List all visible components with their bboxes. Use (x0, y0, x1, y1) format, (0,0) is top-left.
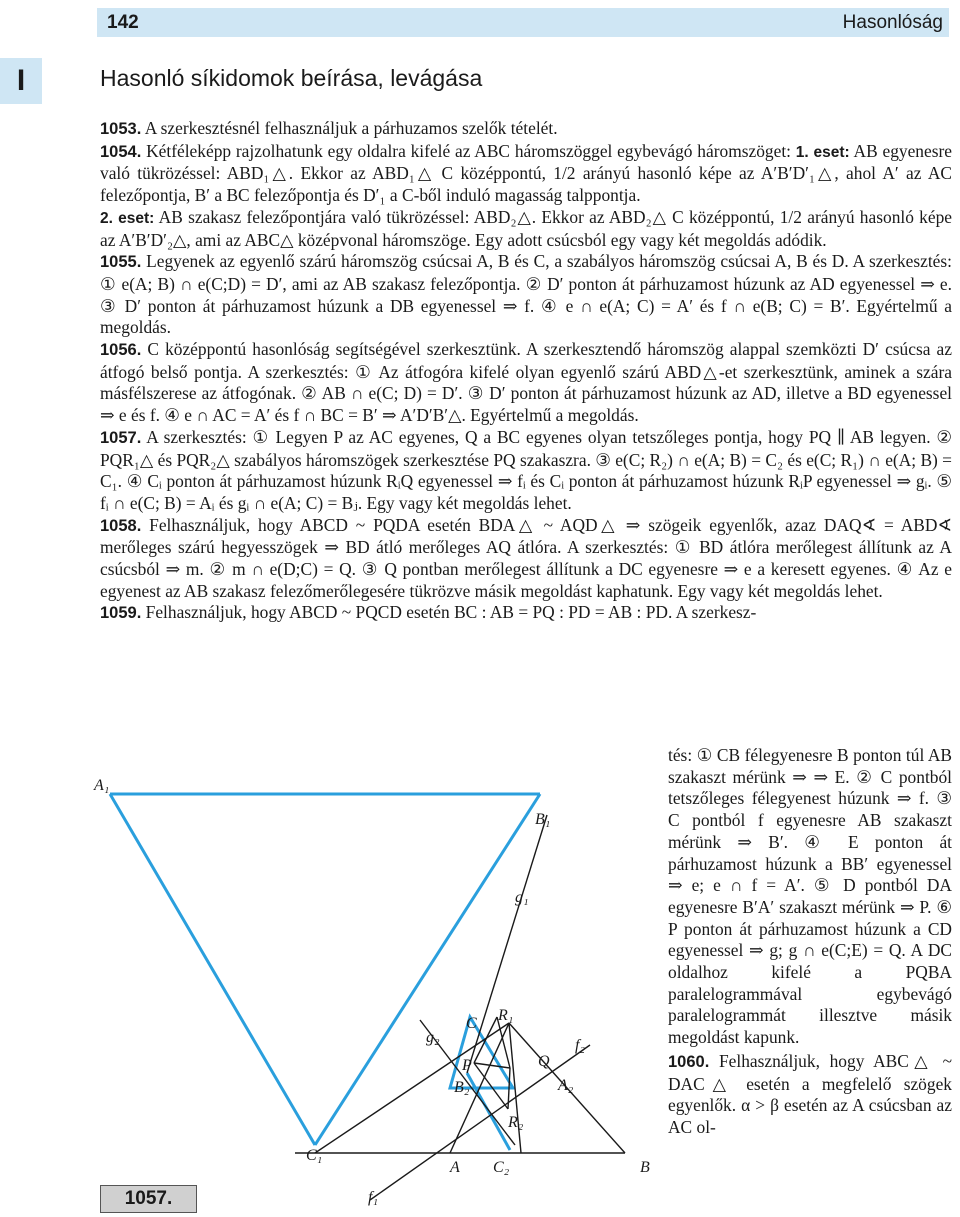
paragraph-1058 (100, 515, 952, 603)
paragraph-1054-case-2 (100, 207, 952, 251)
section-title: Hasonlóság (842, 12, 943, 33)
label-g1: g₁ (515, 889, 529, 906)
segment-P-Q (474, 1063, 510, 1068)
label-B1: B₁ (535, 811, 551, 828)
label-C1: C₁ (306, 1147, 323, 1164)
label-B2: B₂ (454, 1079, 470, 1096)
label-A2: A₂ (558, 1077, 574, 1094)
label-B: B (640, 1159, 650, 1176)
paragraph-text: Legyenek az egyenlő szárú háromszög csúcsai A, B és C, a szabályos háromszög csúcsai A, B és D. A szerkesztés: ① e(A; B) ∩ e(C;D) = D′, ami az AB szakasz felezőpontja. ② D′ ponton át párhuzamost húzunk az AD egyenessel ⇒ e. ③ D′ ponton át párhuzamost húzunk a DB egyenessel ⇒ f. ④ e ∩ e(A; C) = A′ és f ∩ e(B; C) = B′. Egyértelmű a megoldás. (100, 251, 953, 338)
label-f2: f₂ (575, 1037, 586, 1054)
problem-number: 1055. (100, 253, 142, 272)
label-C: C (466, 1015, 477, 1032)
problem-number: 1056. (100, 341, 142, 360)
label-g2: g₂ (426, 1029, 440, 1046)
paragraph-1055 (100, 251, 952, 339)
main-text (100, 118, 952, 625)
paragraph-text: AB szakasz felezőpontjára való tükrözéssel: ABD₂△. Ekkor az ABD₂△ C középpontú, 1/2 arányú hasonló képe az A′B′D′₂△, ami az ABC△ középvonal háromszöge. Egy adott csúcsból egy vagy két megoldás adódik. (100, 206, 953, 250)
line-A1-C1 (110, 794, 315, 1145)
paragraph-1060 (668, 1051, 952, 1139)
paragraph-text: Felhasználjuk, hogy ABC△ ~ DAC△ esetén a megfelelő szögek egyenlők. α > β esetén az A csúcsban az AC ol- (668, 1050, 952, 1137)
figure-label: 1057. (100, 1185, 197, 1213)
line-B1-C1 (315, 794, 540, 1145)
right-column-text (668, 745, 952, 1139)
line-f2-segment (467, 1073, 510, 1150)
paragraph-1057 (100, 427, 952, 515)
label-A: A (450, 1159, 460, 1176)
paragraph-text: Felhasználjuk, hogy ABCD ~ PQCD esetén BC : AB = PQ : PD = AB : PD. A szerkesz- (145, 602, 757, 623)
paragraph-text: Kétféleképp rajzolhatunk egy oldalra kifelé az ABC háromszöggel egybevágó háromszöget: (146, 140, 791, 161)
label-f1: f₁ (368, 1189, 379, 1206)
label-P: P (462, 1057, 472, 1074)
line-g1 (467, 815, 547, 1073)
problem-number: 1058. (100, 516, 142, 535)
label-R1: R₁ (498, 1007, 514, 1024)
case-label: 1. eset: (795, 143, 850, 161)
paragraph-text: C középpontú hasonlóság segítségével szerkesztünk. A szerkesztendő háromszög alappal szemközti D′ csúcsa az átfogó belső pontja. A szerkesztés: ① Az átfogóra kifelé olyan egyenlő szárú ABD△-et szerkesztünk, aminek a szára másfélszerese az átfogónak. ② AB ∩ e(C; D) = D′. ③ D′ ponton át párhuzamost húzunk az AD, illetve a BD egyenessel ⇒ e és f. ④ e ∩ AC = A′ és f ∩ BC = B′ ⇒ A′D′B′△. Egyértelmű a megoldás. (100, 339, 952, 426)
page-number: 142 (107, 12, 139, 33)
paragraph-1059-continued: tés: ① CB félegyenesre B ponton túl AB szakaszt mérünk ⇒ ⇒ E. ② C pontból tetszőleges félegyenest húzunk ⇒ f. ③ C pontból f egyenesre AB szakaszt mérünk ⇒ B′. ④ E ponton át párhuzamost húzunk a BB′ egyenessel ⇒ e; e ∩ f = A′. ⑤ D pontból DA egyenesre B′A′ szakaszt mérünk ⇒ P. ⑥ P ponton át párhuzamost húzunk a CD egyenessel ⇒ g; g ∩ e(C;E) = Q. A DC oldalhoz kifelé a PQBA paralelogrammával egybevágó paralelogrammát illesztve másik megoldást kapunk. (668, 745, 952, 1048)
paragraph-1053 (100, 118, 952, 141)
paragraph-text: A szerkesztésnél felhasználjuk a párhuzamos szelők tételét. (144, 118, 558, 138)
case-label: 2. eset: (100, 209, 155, 227)
line-f1 (370, 1045, 590, 1200)
geometry-diagram (90, 770, 665, 1210)
page-title: Hasonló síkidomok beírása, levágása (100, 65, 483, 91)
problem-number: 1053. (100, 120, 142, 138)
paragraph-text: AB egyenesre való tükrözéssel: ABD₁△. Ekkor az ABD₁△ C középpontú, 1/2 arányú hasonló képe az A′B′D′₁△, ahol A′ az AC felezőpontja, B′ a BC felezőpontja és D′₁ a C-ből induló magasság talppontja. (100, 140, 952, 206)
chapter-tab: I (0, 58, 42, 104)
figure-1057 (90, 770, 665, 1210)
label-C2: C₂ (493, 1159, 510, 1176)
paragraph-1054 (100, 141, 952, 207)
paragraph-text: Felhasználjuk, hogy ABCD ~ PQDA esetén BDA△ ~ AQD△ ⇒ szögeik egyenlők, azaz DAQ∢ = ABD∢ merőleges szárú hegyesszögek ⇒ BD átló merőleges AQ átlóra. A szerkesztés: ① BD átlóra merőlegest állítunk az A csúcsból ⇒ m. ② m ∩ e(D;C) = Q. ③ Q pontban merőlegest állítunk a DC egyenesre ⇒ e a keresett egyenes. ④ Az e egyenest az AB szakasz felezőmerőlegesére tükrözve másik megoldást kaphatunk. Egy vagy két megoldás lehet. (100, 514, 952, 601)
problem-number: 1057. (100, 428, 142, 447)
problem-number: 1054. (100, 142, 142, 161)
page-header (97, 8, 949, 37)
paragraph-text: A szerkesztés: ① Legyen P az AC egyenes, Q a BC egyenes olyan tetszőleges pontja, hogy PQ ∥ AB legyen. ② PQR₁△ és PQR₂△ szabályos háromszögek szerkesztése PQ szakaszra. ③ e(C; R₂) ∩ e(A; B) = C₂ és e(C; R₁) ∩ e(A; B) = C₁. ④ Cᵢ ponton át párhuzamost húzunk RᵢQ egyenessel ⇒ fᵢ és Cᵢ ponton át párhuzamost húzunk RᵢP egyenessel ⇒ gᵢ. ⑤ fᵢ ∩ e(C; B) = Aᵢ és gᵢ ∩ e(A; C) = Bⱼ. Egy vagy két megoldás lehet. (100, 426, 952, 513)
label-R2: R₂ (508, 1114, 524, 1131)
problem-number: 1059. (100, 604, 142, 623)
paragraph-1059 (100, 602, 952, 625)
label-Q: Q (538, 1053, 550, 1070)
label-A1: A₁ (94, 777, 110, 794)
paragraph-1056 (100, 339, 952, 427)
problem-number: 1060. (668, 1052, 710, 1071)
